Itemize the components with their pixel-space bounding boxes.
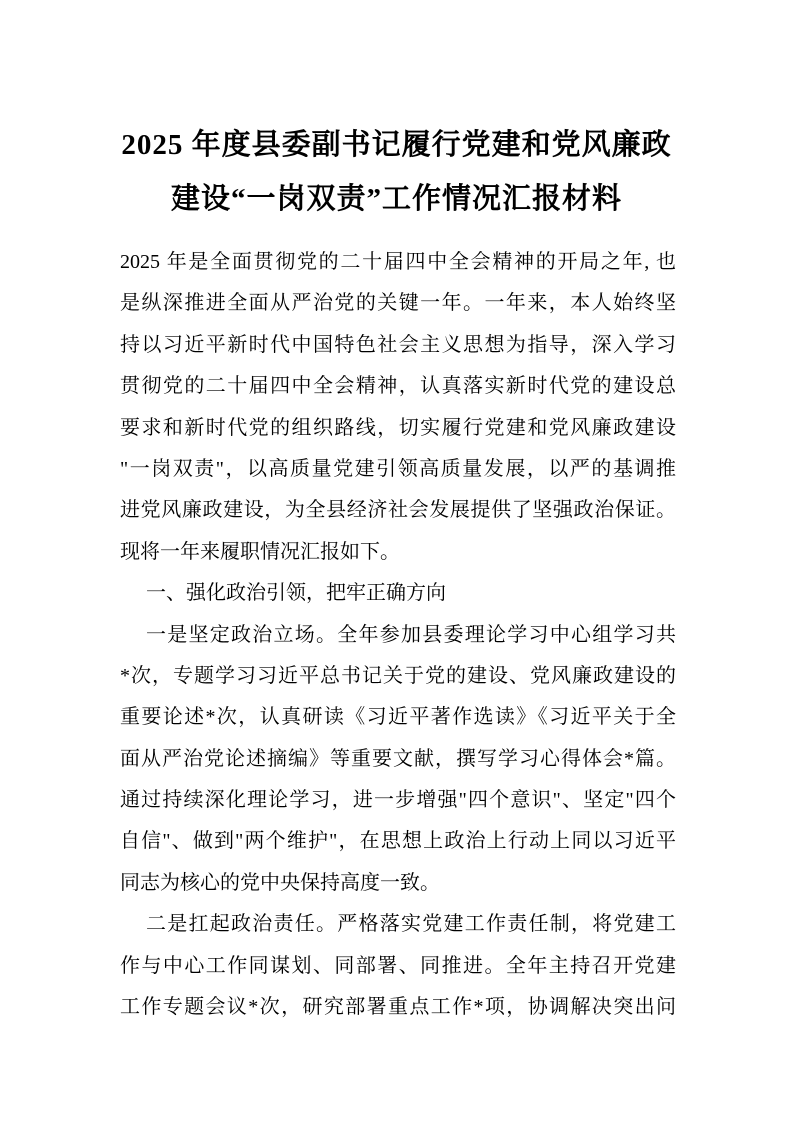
body-text-line: 持以习近平新时代中国特色社会主义思想为指导，深入学习: [120, 333, 676, 356]
body-text-line: 通过持续深化理论学习，进一步增强"四个意识"、坚定"四个: [120, 789, 676, 812]
body-text-line: 自信"、做到"两个维护"，在思想上政治上行动上同以习近平: [120, 830, 676, 853]
body-text-line: *次，专题学习习近平总书记关于党的建设、党风廉政建设的: [120, 664, 676, 687]
title-line: 2025 年度县委副书记履行党建和党风廉政: [121, 129, 672, 161]
body-text-line: 作与中心工作同谋划、同部署、同推进。全年主持召开党建: [120, 954, 676, 977]
body-text-line: 二是扛起政治责任。严格落实党建工作责任制，将党建工: [146, 913, 676, 936]
body-text-line: 现将一年来履职情况汇报如下。: [120, 540, 400, 563]
body-text-line: 进党风廉政建设，为全县经济社会发展提供了坚强政治保证。: [120, 499, 676, 522]
body-text-line: 面从严治党论述摘编》等重要文献，撰写学习心得体会*篇。: [120, 747, 676, 770]
document-body: [120, 242, 676, 1028]
body-text-line: 工作专题会议*次，研究部署重点工作*项，协调解决突出问: [120, 996, 676, 1019]
title-line: 建设“一岗双责”工作情况汇报材料: [170, 183, 622, 215]
body-text-line: 同志为核心的党中央保持高度一致。: [120, 871, 440, 894]
document-title: [58, 118, 735, 226]
body-text-line: "一岗双责"，以高质量党建引领高质量发展，以严的基调推: [120, 457, 676, 480]
section-heading: 一、强化政治引领，把牢正确方向: [146, 582, 446, 605]
body-text-line: 一是坚定政治立场。全年参加县委理论学习中心组学习共: [146, 623, 676, 646]
body-text-line: 重要论述*次，认真研读《习近平著作选读》《习近平关于全: [120, 706, 676, 729]
body-text-line: 2025 年是全面贯彻党的二十届四中全会精神的开局之年, 也: [120, 251, 676, 273]
body-text-line: 是纵深推进全面从严治党的关键一年。一年来，本人始终坚: [120, 292, 676, 315]
body-text-line: 贯彻党的二十届四中全会精神，认真落实新时代党的建设总: [120, 375, 676, 398]
body-text-line: 要求和新时代党的组织路线，切实履行党建和党风廉政建设: [120, 416, 676, 439]
